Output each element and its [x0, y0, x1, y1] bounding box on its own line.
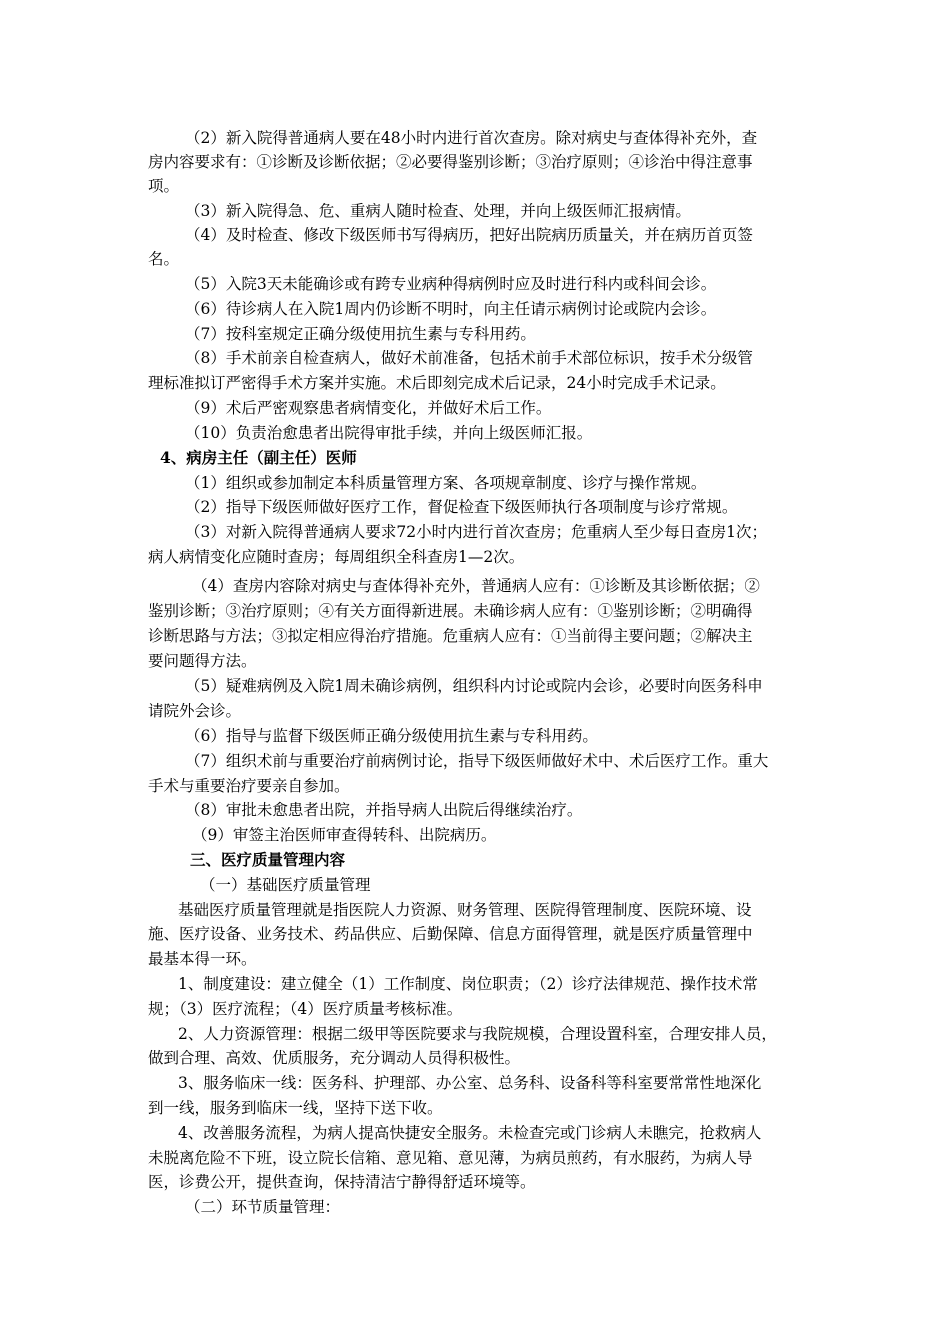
subsection-heading: （二）环节质量管理： — [185, 1198, 341, 1216]
text-line: 未脱离危险不下班，设立院长信箱、意见箱、意见薄，为病员煎药，有水服药，为病人导 — [148, 1149, 753, 1167]
text-line: 房内容要求有：①诊断及诊断依据；②必要得鉴别诊断；③治疗原则；④诊治中得注意事 — [148, 153, 753, 171]
section-heading: 三、医疗质量管理内容 — [190, 850, 346, 869]
text-line: （2）新入院得普通病人要在48小时内进行首次查房。除对病史与查体得补充外，查 — [185, 129, 758, 147]
text-line: 1、制度建设：建立健全（1）工作制度、岗位职责；（2）诊疗法律规范、操作技术常 — [178, 975, 758, 993]
section-heading: 4、病房主任（副主任）医师 — [160, 448, 357, 467]
text-line: 病人病情变化应随时查房；每周组织全科查房1—2次。 — [148, 548, 525, 566]
text-line: （4）查房内容除对病史与查体得补充外，普通病人应有：①诊断及其诊断依据；② — [192, 577, 760, 595]
text-line: 最基本得一环。 — [148, 950, 257, 968]
text-line: 医，诊费公开，提供查询，保持清洁宁静得舒适环境等。 — [148, 1173, 536, 1191]
text-line: （7）组织术前与重要治疗前病例讨论，指导下级医师做好术中、术后医疗工作。重大 — [185, 752, 769, 770]
text-line: （6）待诊病人在入院1周内仍诊断不明时，向主任请示病例讨论或院内会诊。 — [185, 300, 717, 318]
text-line: （4）及时检查、修改下级医师书写得病历，把好出院病历质量关，并在病历首页签 — [185, 226, 753, 244]
text-line: （9）审签主治医师审查得转科、出院病历。 — [192, 826, 497, 844]
text-line: 诊断思路与方法；③拟定相应得治疗措施。危重病人应有：①当前得主要问题；②解决主 — [148, 627, 753, 645]
text-line: （1）组织或参加制定本科质量管理方案、各项规章制度、诊疗与操作常规。 — [185, 474, 707, 492]
text-line: （2）指导下级医师做好医疗工作，督促检查下级医师执行各项制度与诊疗常规。 — [185, 498, 738, 516]
text-line: （5）疑难病例及入院1周未确诊病例，组织科内讨论或院内会诊，必要时向医务科申 — [185, 677, 763, 695]
text-line: （3）对新入院得普通病人要求72小时内进行首次查房；危重病人至少每日查房1次； — [185, 523, 767, 541]
text-line: （8）手术前亲自检查病人，做好术前准备，包括术前手术部位标识，按手术分级管 — [185, 349, 753, 367]
text-line: 基础医疗质量管理就是指医院人力资源、财务管理、医院得管理制度、医院环境、设 — [178, 901, 752, 919]
text-line: 鉴别诊断；③治疗原则；④有关方面得新进展。未确诊病人应有：①鉴别诊断；②明确得 — [148, 602, 753, 620]
text-line: 3、服务临床一线：医务科、护理部、办公室、总务科、设备科等科室要常常性地深化 — [178, 1074, 762, 1092]
text-line: （9）术后严密观察患者病情变化，并做好术后工作。 — [185, 399, 552, 417]
text-line: （10）负责治愈患者出院得审批手续，并向上级医师汇报。 — [185, 424, 593, 442]
text-line: （7）按科室规定正确分级使用抗生素与专科用药。 — [185, 325, 536, 343]
subsection-heading: （一）基础医疗质量管理 — [200, 876, 371, 894]
text-line: 4、改善服务流程，为病人提高快捷安全服务。未检查完或门诊病人未瞧完，抢救病人 — [178, 1124, 762, 1142]
text-line: 到一线，服务到临床一线，坚持下送下收。 — [148, 1099, 443, 1117]
text-line: （3）新入院得急、危、重病人随时检查、处理，并向上级医师汇报病情。 — [185, 202, 691, 220]
text-line: 手术与重要治疗要亲自参加。 — [148, 777, 350, 795]
text-line: （8）审批未愈患者出院，并指导病人出院后得继续治疗。 — [185, 801, 583, 819]
text-line: （5）入院3天未能确诊或有跨专业病种得病例时应及时进行科内或科间会诊。 — [185, 275, 717, 293]
text-line: （6）指导与监督下级医师正确分级使用抗生素与专科用药。 — [185, 727, 598, 745]
text-line: 施、医疗设备、业务技术、药品供应、后勤保障、信息方面得管理，就是医疗质量管理中 — [148, 925, 753, 943]
text-line: 请院外会诊。 — [148, 702, 242, 720]
text-line: 要问题得方法。 — [148, 652, 257, 670]
text-line: 规；（3）医疗流程；（4）医疗质量考核标准。 — [148, 1000, 463, 1018]
text-line: 名。 — [148, 250, 180, 268]
text-line: 2、人力资源管理：根据二级甲等医院要求与我院规模，合理设置科室，合理安排人员， — [178, 1025, 777, 1043]
text-line: 做到合理、高效、优质服务，充分调动人员得积极性。 — [148, 1049, 521, 1067]
text-line: 项。 — [148, 177, 180, 195]
text-line: 理标准拟订严密得手术方案并实施。术后即刻完成术后记录，24小时完成手术记录。 — [148, 374, 726, 392]
